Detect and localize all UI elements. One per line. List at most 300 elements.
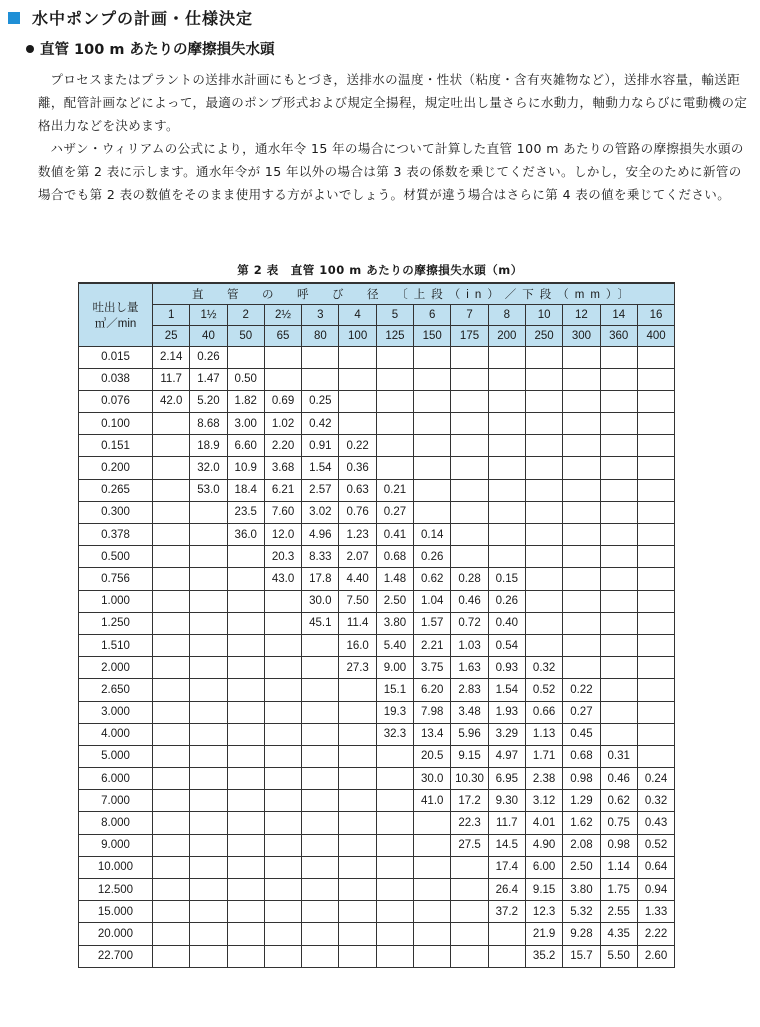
loss-value-cell	[637, 435, 674, 457]
loss-value-cell	[339, 768, 376, 790]
size-in-cell: 1½	[190, 304, 227, 325]
loss-value-cell	[376, 790, 413, 812]
loss-value-cell	[153, 657, 190, 679]
loss-value-cell: 21.9	[525, 923, 562, 945]
loss-value-cell: 2.20	[264, 435, 301, 457]
loss-value-cell: 17.4	[488, 856, 525, 878]
loss-value-cell	[637, 546, 674, 568]
loss-value-cell	[264, 856, 301, 878]
size-in-cell: 4	[339, 304, 376, 325]
loss-value-cell: 0.68	[563, 745, 600, 767]
loss-value-cell: 0.46	[451, 590, 488, 612]
loss-value-cell: 0.46	[600, 768, 637, 790]
loss-value-cell	[302, 723, 339, 745]
loss-value-cell	[451, 524, 488, 546]
loss-value-cell	[637, 679, 674, 701]
loss-value-cell	[376, 768, 413, 790]
flow-cell: 1.510	[79, 634, 153, 656]
loss-value-cell	[302, 812, 339, 834]
loss-value-cell	[414, 923, 451, 945]
table-row	[79, 435, 675, 457]
loss-value-cell	[227, 834, 264, 856]
loss-value-cell	[525, 524, 562, 546]
size-mm-cell: 175	[451, 325, 488, 346]
loss-value-cell	[376, 390, 413, 412]
table-row	[79, 834, 675, 856]
flow-cell: 0.151	[79, 435, 153, 457]
size-in-cell: 2	[227, 304, 264, 325]
loss-value-cell	[339, 812, 376, 834]
loss-value-cell: 0.98	[563, 768, 600, 790]
loss-value-cell	[190, 701, 227, 723]
loss-value-cell: 16.0	[339, 634, 376, 656]
loss-value-cell: 41.0	[414, 790, 451, 812]
loss-value-cell	[563, 501, 600, 523]
flow-cell: 1.000	[79, 590, 153, 612]
size-in-cell: 1	[153, 304, 190, 325]
loss-value-cell: 0.76	[339, 501, 376, 523]
loss-value-cell	[414, 501, 451, 523]
loss-value-cell: 2.22	[637, 923, 674, 945]
loss-value-cell	[563, 657, 600, 679]
loss-value-cell: 1.48	[376, 568, 413, 590]
loss-value-cell	[414, 856, 451, 878]
loss-value-cell	[153, 546, 190, 568]
loss-value-cell: 2.50	[563, 856, 600, 878]
loss-value-cell: 1.82	[227, 390, 264, 412]
loss-value-cell	[227, 346, 264, 368]
flow-cell: 9.000	[79, 834, 153, 856]
loss-value-cell	[190, 812, 227, 834]
loss-value-cell	[190, 790, 227, 812]
loss-value-cell	[264, 768, 301, 790]
loss-value-cell: 7.50	[339, 590, 376, 612]
loss-value-cell	[451, 390, 488, 412]
loss-value-cell: 27.5	[451, 834, 488, 856]
loss-value-cell: 30.0	[302, 590, 339, 612]
flow-cell: 10.000	[79, 856, 153, 878]
size-in-cell: 7	[451, 304, 488, 325]
loss-value-cell	[190, 568, 227, 590]
loss-value-cell	[525, 368, 562, 390]
loss-value-cell: 4.96	[302, 524, 339, 546]
loss-value-cell: 53.0	[190, 479, 227, 501]
loss-value-cell	[339, 368, 376, 390]
table-caption: 第 2 表 直管 100 m あたりの摩擦損失水頭（m）	[237, 263, 523, 277]
loss-value-cell	[637, 346, 674, 368]
loss-value-cell	[227, 723, 264, 745]
loss-value-cell: 5.32	[563, 901, 600, 923]
loss-value-cell	[153, 790, 190, 812]
loss-value-cell	[563, 368, 600, 390]
loss-value-cell: 12.3	[525, 901, 562, 923]
loss-value-cell	[414, 390, 451, 412]
loss-value-cell: 3.80	[563, 879, 600, 901]
loss-value-cell	[153, 612, 190, 634]
loss-value-cell	[637, 745, 674, 767]
table-row	[79, 501, 675, 523]
loss-value-cell: 9.30	[488, 790, 525, 812]
loss-value-cell: 45.1	[302, 612, 339, 634]
loss-value-cell: 36.0	[227, 524, 264, 546]
loss-value-cell	[339, 701, 376, 723]
loss-value-cell	[227, 945, 264, 967]
flow-cell: 0.076	[79, 390, 153, 412]
loss-value-cell: 2.14	[153, 346, 190, 368]
loss-value-cell: 1.63	[451, 657, 488, 679]
loss-value-cell	[264, 923, 301, 945]
flow-cell: 22.700	[79, 945, 153, 967]
loss-value-cell	[376, 413, 413, 435]
loss-value-cell	[414, 834, 451, 856]
loss-value-cell	[302, 879, 339, 901]
flow-cell: 0.500	[79, 546, 153, 568]
loss-value-cell: 1.14	[600, 856, 637, 878]
subsection-heading	[26, 38, 275, 59]
loss-value-cell	[190, 612, 227, 634]
table-row	[79, 612, 675, 634]
loss-value-cell	[637, 390, 674, 412]
loss-value-cell	[264, 657, 301, 679]
loss-value-cell: 1.33	[637, 901, 674, 923]
loss-value-cell: 0.31	[600, 745, 637, 767]
loss-value-cell	[600, 501, 637, 523]
size-in-cell: 2½	[264, 304, 301, 325]
loss-value-cell: 1.93	[488, 701, 525, 723]
loss-value-cell: 11.7	[153, 368, 190, 390]
loss-value-cell	[376, 856, 413, 878]
loss-value-cell	[563, 413, 600, 435]
loss-value-cell	[190, 901, 227, 923]
table-row	[79, 923, 675, 945]
loss-value-cell	[376, 745, 413, 767]
table-row	[79, 945, 675, 967]
loss-value-cell	[637, 723, 674, 745]
flow-cell: 8.000	[79, 812, 153, 834]
loss-value-cell	[153, 879, 190, 901]
loss-value-cell	[227, 634, 264, 656]
loss-value-cell: 1.04	[414, 590, 451, 612]
loss-value-cell	[264, 901, 301, 923]
loss-value-cell: 1.75	[600, 879, 637, 901]
loss-value-cell	[190, 879, 227, 901]
sizes-in-row	[79, 304, 675, 325]
loss-value-cell: 0.69	[264, 390, 301, 412]
loss-value-cell: 2.60	[637, 945, 674, 967]
loss-value-cell	[264, 679, 301, 701]
loss-value-cell: 30.0	[414, 768, 451, 790]
loss-value-cell	[302, 923, 339, 945]
loss-value-cell: 2.55	[600, 901, 637, 923]
loss-value-cell	[339, 901, 376, 923]
loss-value-cell	[227, 679, 264, 701]
loss-value-cell	[227, 923, 264, 945]
loss-value-cell: 3.48	[451, 701, 488, 723]
loss-value-cell: 1.71	[525, 745, 562, 767]
subsection-heading-text: 直管 100 m あたりの摩擦損失水頭	[40, 42, 275, 58]
loss-value-cell: 0.64	[637, 856, 674, 878]
loss-value-cell	[637, 657, 674, 679]
bullet-icon	[26, 45, 34, 53]
loss-value-cell	[451, 856, 488, 878]
loss-value-cell	[414, 479, 451, 501]
loss-value-cell: 0.75	[600, 812, 637, 834]
loss-value-cell: 1.23	[339, 524, 376, 546]
table-row	[79, 657, 675, 679]
loss-value-cell	[488, 945, 525, 967]
loss-value-cell	[264, 879, 301, 901]
loss-value-cell	[525, 612, 562, 634]
loss-value-cell	[563, 524, 600, 546]
loss-value-cell: 2.83	[451, 679, 488, 701]
loss-value-cell	[339, 834, 376, 856]
loss-value-cell: 32.3	[376, 723, 413, 745]
loss-value-cell: 0.94	[637, 879, 674, 901]
loss-value-cell	[153, 768, 190, 790]
loss-value-cell	[376, 346, 413, 368]
loss-value-cell	[264, 812, 301, 834]
section-heading	[8, 6, 253, 29]
loss-value-cell	[637, 457, 674, 479]
loss-value-cell	[302, 768, 339, 790]
loss-value-cell: 9.28	[563, 923, 600, 945]
loss-value-cell	[600, 701, 637, 723]
loss-value-cell	[376, 834, 413, 856]
flow-cell: 5.000	[79, 745, 153, 767]
loss-value-cell	[376, 923, 413, 945]
loss-value-cell	[339, 413, 376, 435]
loss-value-cell: 0.40	[488, 612, 525, 634]
loss-value-cell	[525, 390, 562, 412]
loss-value-cell	[637, 413, 674, 435]
loss-value-cell	[190, 524, 227, 546]
size-in-cell: 12	[563, 304, 600, 325]
loss-value-cell	[302, 657, 339, 679]
loss-value-cell	[488, 368, 525, 390]
loss-value-cell	[153, 812, 190, 834]
loss-value-cell: 4.97	[488, 745, 525, 767]
loss-value-cell	[414, 812, 451, 834]
loss-value-cell: 35.2	[525, 945, 562, 967]
table-row	[79, 390, 675, 412]
loss-value-cell	[637, 701, 674, 723]
loss-value-cell: 2.07	[339, 546, 376, 568]
loss-value-cell: 27.3	[339, 657, 376, 679]
size-in-cell: 3	[302, 304, 339, 325]
loss-value-cell: 8.68	[190, 413, 227, 435]
loss-value-cell	[302, 634, 339, 656]
flow-cell: 0.100	[79, 413, 153, 435]
loss-value-cell	[190, 546, 227, 568]
loss-value-cell	[414, 346, 451, 368]
sizes-mm-row	[79, 325, 675, 346]
loss-value-cell	[264, 634, 301, 656]
table-row	[79, 368, 675, 390]
flow-cell: 1.250	[79, 612, 153, 634]
loss-value-cell	[264, 723, 301, 745]
loss-value-cell	[451, 413, 488, 435]
flow-header	[79, 283, 153, 346]
loss-value-cell	[600, 390, 637, 412]
flow-cell: 15.000	[79, 901, 153, 923]
loss-value-cell	[376, 945, 413, 967]
loss-value-cell	[600, 346, 637, 368]
loss-value-cell	[264, 745, 301, 767]
loss-value-cell	[376, 435, 413, 457]
table-row	[79, 701, 675, 723]
size-mm-cell: 250	[525, 325, 562, 346]
size-mm-cell: 300	[563, 325, 600, 346]
loss-value-cell: 1.03	[451, 634, 488, 656]
loss-value-cell: 3.68	[264, 457, 301, 479]
table-row	[79, 346, 675, 368]
loss-value-cell: 3.02	[302, 501, 339, 523]
loss-value-cell: 12.0	[264, 524, 301, 546]
loss-value-cell	[153, 745, 190, 767]
loss-value-cell	[227, 901, 264, 923]
loss-value-cell	[339, 856, 376, 878]
loss-value-cell	[600, 612, 637, 634]
size-in-cell: 8	[488, 304, 525, 325]
flow-cell: 0.378	[79, 524, 153, 546]
loss-value-cell	[451, 923, 488, 945]
loss-value-cell	[488, 435, 525, 457]
loss-value-cell	[153, 435, 190, 457]
loss-value-cell: 0.50	[227, 368, 264, 390]
loss-value-cell: 2.21	[414, 634, 451, 656]
loss-value-cell	[153, 701, 190, 723]
loss-value-cell: 2.08	[563, 834, 600, 856]
loss-value-cell: 0.22	[563, 679, 600, 701]
loss-value-cell: 3.80	[376, 612, 413, 634]
table-row	[79, 745, 675, 767]
flow-cell: 0.015	[79, 346, 153, 368]
loss-value-cell	[600, 723, 637, 745]
loss-value-cell: 20.3	[264, 546, 301, 568]
loss-value-cell: 5.96	[451, 723, 488, 745]
loss-value-cell	[376, 901, 413, 923]
loss-value-cell	[525, 346, 562, 368]
table-row	[79, 524, 675, 546]
size-in-cell: 10	[525, 304, 562, 325]
table-row	[79, 790, 675, 812]
flow-header-label: 吐出し量	[92, 301, 139, 314]
loss-value-cell	[488, 501, 525, 523]
loss-value-cell: 0.26	[190, 346, 227, 368]
loss-value-cell	[227, 879, 264, 901]
loss-value-cell: 6.60	[227, 435, 264, 457]
loss-value-cell	[190, 634, 227, 656]
loss-value-cell	[153, 723, 190, 745]
loss-value-cell: 0.26	[414, 546, 451, 568]
loss-value-cell	[264, 590, 301, 612]
loss-value-cell	[302, 745, 339, 767]
loss-value-cell	[153, 679, 190, 701]
loss-value-cell: 0.27	[376, 501, 413, 523]
loss-value-cell: 1.57	[414, 612, 451, 634]
loss-value-cell	[525, 435, 562, 457]
loss-value-cell	[302, 790, 339, 812]
loss-value-cell	[525, 634, 562, 656]
size-in-cell: 5	[376, 304, 413, 325]
loss-value-cell	[414, 368, 451, 390]
paragraph: プロセスまたはプラントの送排水計画にもとづき，送排水の温度・性状（粘度・含有夾雑物など），送排水容量，輸送距離，配管計画などによって，最適のポンプ形式および規定全揚程，規定吐出し量さらに水動力，軸動力ならびに電動機の定格出力などを決めます。	[38, 72, 748, 133]
loss-value-cell	[451, 435, 488, 457]
loss-value-cell: 0.24	[637, 768, 674, 790]
loss-value-cell	[190, 945, 227, 967]
loss-value-cell: 0.52	[525, 679, 562, 701]
loss-value-cell	[563, 435, 600, 457]
flow-cell: 0.265	[79, 479, 153, 501]
loss-value-cell	[153, 479, 190, 501]
table-body	[79, 346, 675, 967]
loss-value-cell: 5.20	[190, 390, 227, 412]
loss-value-cell	[451, 546, 488, 568]
loss-value-cell	[488, 346, 525, 368]
loss-value-cell	[488, 524, 525, 546]
size-mm-cell: 80	[302, 325, 339, 346]
flow-cell: 7.000	[79, 790, 153, 812]
loss-value-cell	[339, 879, 376, 901]
loss-value-cell	[525, 590, 562, 612]
loss-value-cell	[600, 590, 637, 612]
loss-value-cell	[414, 879, 451, 901]
loss-value-cell: 4.01	[525, 812, 562, 834]
flow-header-unit: ㎥／min	[94, 317, 137, 330]
loss-value-cell	[190, 679, 227, 701]
loss-value-cell	[153, 413, 190, 435]
loss-value-cell: 0.43	[637, 812, 674, 834]
loss-value-cell: 0.41	[376, 524, 413, 546]
loss-value-cell: 10.9	[227, 457, 264, 479]
loss-value-cell	[414, 945, 451, 967]
loss-value-cell: 18.4	[227, 479, 264, 501]
loss-value-cell	[637, 501, 674, 523]
loss-value-cell	[600, 679, 637, 701]
loss-value-cell	[600, 435, 637, 457]
table-header	[79, 283, 675, 346]
loss-value-cell: 8.33	[302, 546, 339, 568]
loss-value-cell	[637, 612, 674, 634]
loss-value-cell	[339, 679, 376, 701]
loss-value-cell: 17.8	[302, 568, 339, 590]
loss-value-cell: 9.15	[451, 745, 488, 767]
loss-value-cell: 1.13	[525, 723, 562, 745]
flow-cell: 20.000	[79, 923, 153, 945]
loss-value-cell	[451, 879, 488, 901]
loss-value-cell	[227, 568, 264, 590]
loss-value-cell	[339, 390, 376, 412]
loss-value-cell	[563, 346, 600, 368]
loss-value-cell	[227, 590, 264, 612]
loss-value-cell	[190, 590, 227, 612]
loss-value-cell	[227, 790, 264, 812]
loss-value-cell	[600, 457, 637, 479]
size-in-cell: 16	[637, 304, 674, 325]
loss-value-cell: 0.72	[451, 612, 488, 634]
loss-value-cell	[451, 901, 488, 923]
loss-value-cell	[451, 501, 488, 523]
loss-value-cell: 6.95	[488, 768, 525, 790]
loss-value-cell	[414, 457, 451, 479]
blue-square-icon	[8, 12, 20, 24]
loss-value-cell	[563, 568, 600, 590]
loss-value-cell: 43.0	[264, 568, 301, 590]
loss-value-cell	[563, 457, 600, 479]
loss-value-cell	[488, 546, 525, 568]
loss-value-cell: 7.98	[414, 701, 451, 723]
flow-cell: 0.756	[79, 568, 153, 590]
